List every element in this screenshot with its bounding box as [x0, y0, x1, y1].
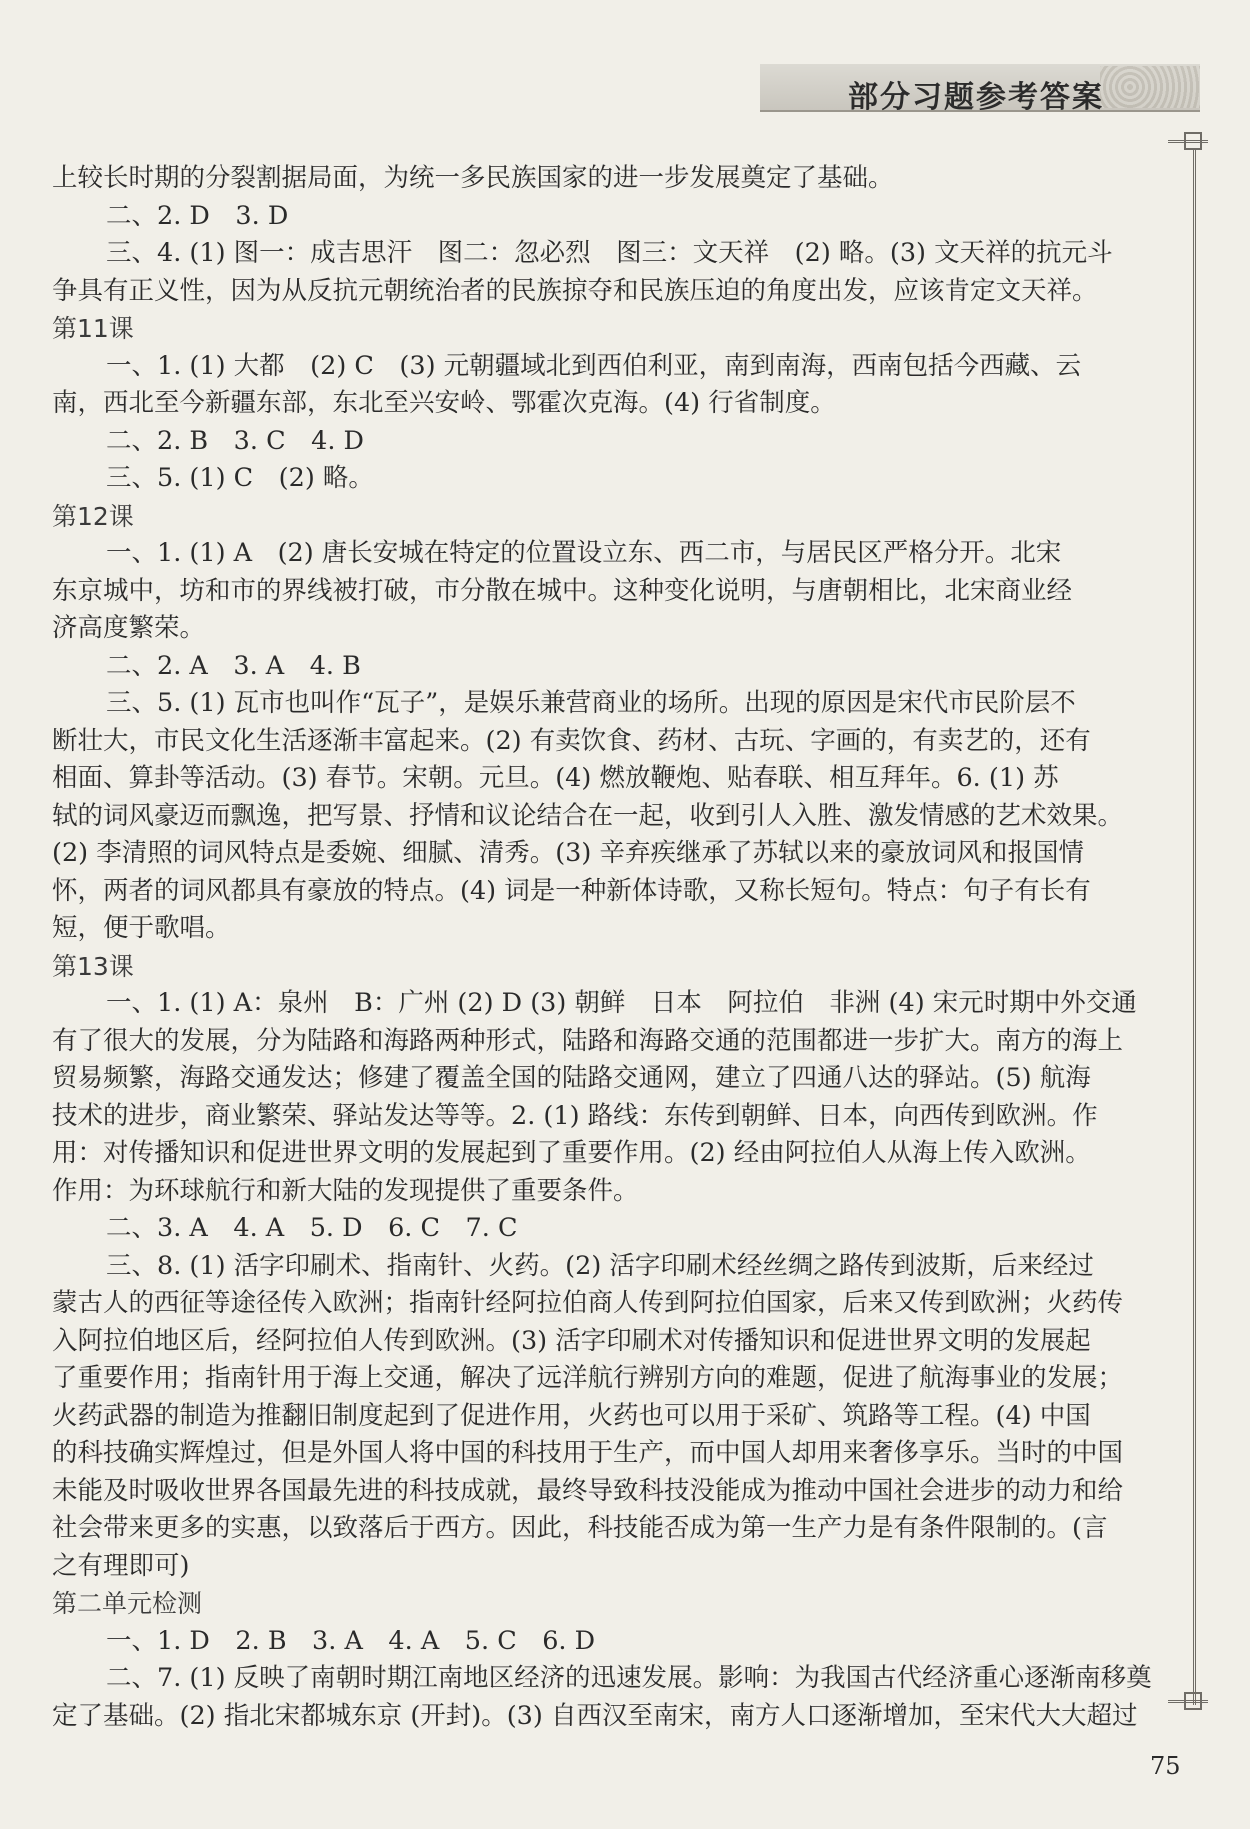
answer-line: 一、1. (1) A：泉州 B：广州 (2) D (3) 朝鲜 日本 阿拉伯 非洲 (4) 宋元时期中外交通 — [106, 988, 1137, 1018]
answer-line: 二、3. A 4. A 5. D 6. C 7. C — [106, 1213, 518, 1243]
answer-line: 二、2. A 3. A 4. B — [106, 650, 361, 681]
frame-corner-bottom — [1184, 1692, 1202, 1710]
answer-line: 轼的词风豪迈而飘逸，把写景、抒情和议论结合在一起，收到引人入胜、激发情感的艺术效果。 — [52, 800, 1124, 831]
answer-line: 未能及时吸收世界各国最先进的科技成就，最终导致科技没能成为推动中国社会进步的动力和给 — [52, 1475, 1124, 1506]
answer-line: 定了基础。(2) 指北宋都城东京 (开封)。(3) 自西汉至南宋，南方人口逐渐增加，至宋代大大超过 — [52, 1700, 1138, 1731]
answer-line: 有了很大的发展，分为陆路和海路两种形式，陆路和海路交通的范围都进一步扩大。南方的海上 — [52, 1025, 1124, 1056]
lesson-heading: 第11课 — [52, 314, 134, 343]
lesson-heading: 第13课 — [52, 951, 134, 981]
answer-line: 上较长时期的分裂割据局面，为统一多民族国家的进一步发展奠定了基础。 — [52, 163, 894, 193]
frame-corner-top — [1184, 132, 1202, 150]
answer-line: 一、1. (1) A (2) 唐长安城在特定的位置设立东、西二市，与居民区严格分开。北宋 — [106, 538, 1062, 568]
answer-line: 三、5. (1) C (2) 略。 — [106, 463, 374, 493]
page-header-title: 部分习题参考答案 — [848, 80, 1104, 115]
answer-line: 东京城中，坊和市的界线被打破，市分散在城中。这种变化说明，与唐朝相比，北宋商业经 — [52, 575, 1073, 606]
frame-right-border — [1193, 150, 1196, 1705]
answer-line: 入阿拉伯地区后，经阿拉伯人传到欧洲。(3) 活字印刷术对传播知识和促进世界文明的发展起 — [52, 1325, 1091, 1356]
header-ornament — [1100, 66, 1200, 108]
answer-line: 相面、算卦等活动。(3) 春节。宋朝。元旦。(4) 燃放鞭炮、贴春联、相互拜年。6. (1) 苏 — [52, 763, 1059, 793]
answer-line: 火药武器的制造为推翻旧制度起到了促进作用，火药也可以用于采矿、筑路等工程。(4) 中国 — [52, 1400, 1091, 1431]
answer-line: 济高度繁荣。 — [52, 613, 206, 643]
answer-line: 的科技确实辉煌过，但是外国人将中国的科技用于生产，而中国人却用来奢侈享乐。当时的中国 — [52, 1438, 1124, 1468]
answer-line: 二、7. (1) 反映了南朝时期江南地区经济的迅速发展。影响：为我国古代经济重心逐渐南移奠 — [106, 1663, 1152, 1693]
answer-line: 争具有正义性，因为从反抗元朝统治者的民族掠夺和民族压迫的角度出发，应该肯定文天祥。 — [52, 275, 1098, 306]
answer-line: 一、1. (1) 大都 (2) C (3) 元朝疆域北到西伯利亚，南到南海，西南包括今西藏、云 — [106, 350, 1082, 381]
answer-line: 一、1. D 2. B 3. A 4. A 5. C 6. D — [106, 1625, 596, 1656]
page-number: 75 — [1150, 1752, 1181, 1780]
answer-line: 三、8. (1) 活字印刷术、指南针、火药。(2) 活字印刷术经丝绸之路传到波斯，后来经过 — [106, 1250, 1094, 1281]
answer-line: 南，西北至今新疆东部，东北至兴安岭、鄂霍次克海。(4) 行省制度。 — [52, 388, 836, 418]
answer-line: 之有理即可) — [52, 1550, 190, 1581]
lesson-heading: 第12课 — [52, 501, 134, 531]
answer-line: 断壮大，市民文化生活逐渐丰富起来。(2) 有卖饮食、药材、古玩、字画的，有卖艺的，还有 — [52, 725, 1091, 756]
answer-line: 二、2. B 3. C 4. D — [106, 425, 365, 456]
answer-line: 社会带来更多的实惠，以致落后于西方。因此，科技能否成为第一生产力是有条件限制的。(言 — [52, 1513, 1108, 1543]
answer-line: 作用：为环球航行和新大陆的发现提供了重要条件。 — [52, 1175, 639, 1206]
lesson-heading: 第二单元检测 — [52, 1589, 203, 1618]
answer-line: 蒙古人的西征等途径传入欧洲；指南针经阿拉伯商人传到阿拉伯国家，后来又传到欧洲；火药传 — [52, 1288, 1124, 1318]
answer-line: 技术的进步，商业繁荣、驿站发达等等。2. (1) 路线：东传到朝鲜、日本，向西传到欧洲。作 — [52, 1100, 1098, 1131]
answer-line: 了重要作用；指南针用于海上交通，解决了远洋航行辨别方向的难题，促进了航海事业的发展； — [52, 1363, 1124, 1393]
answer-line: 用：对传播知识和促进世界文明的发展起到了重要作用。(2) 经由阿拉伯人从海上传入欧洲。 — [52, 1138, 1091, 1168]
answer-line: (2) 李清照的词风特点是委婉、细腻、清秀。(3) 辛弃疾继承了苏轼以来的豪放词风和报国情 — [52, 838, 1084, 868]
answer-line: 三、4. (1) 图一：成吉思汗 图二：忽必烈 图三：文天祥 (2) 略。(3) 文天祥的抗元斗 — [106, 238, 1113, 268]
answer-line: 二、2. D 3. D — [106, 200, 289, 231]
answer-line: 怀，两者的词风都具有豪放的特点。(4) 词是一种新体诗歌，又称长短句。特点：句子有长有 — [52, 875, 1091, 906]
answer-text-body — [52, 160, 1170, 1735]
answer-line: 贸易频繁，海路交通发达；修建了覆盖全国的陆路交通网，建立了四通八达的驿站。(5) 航海 — [52, 1063, 1091, 1093]
answer-line: 短，便于歌唱。 — [52, 913, 231, 943]
answer-line: 三、5. (1) 瓦市也叫作“瓦子”，是娱乐兼营商业的场所。出现的原因是宋代市民阶层不 — [106, 688, 1076, 718]
